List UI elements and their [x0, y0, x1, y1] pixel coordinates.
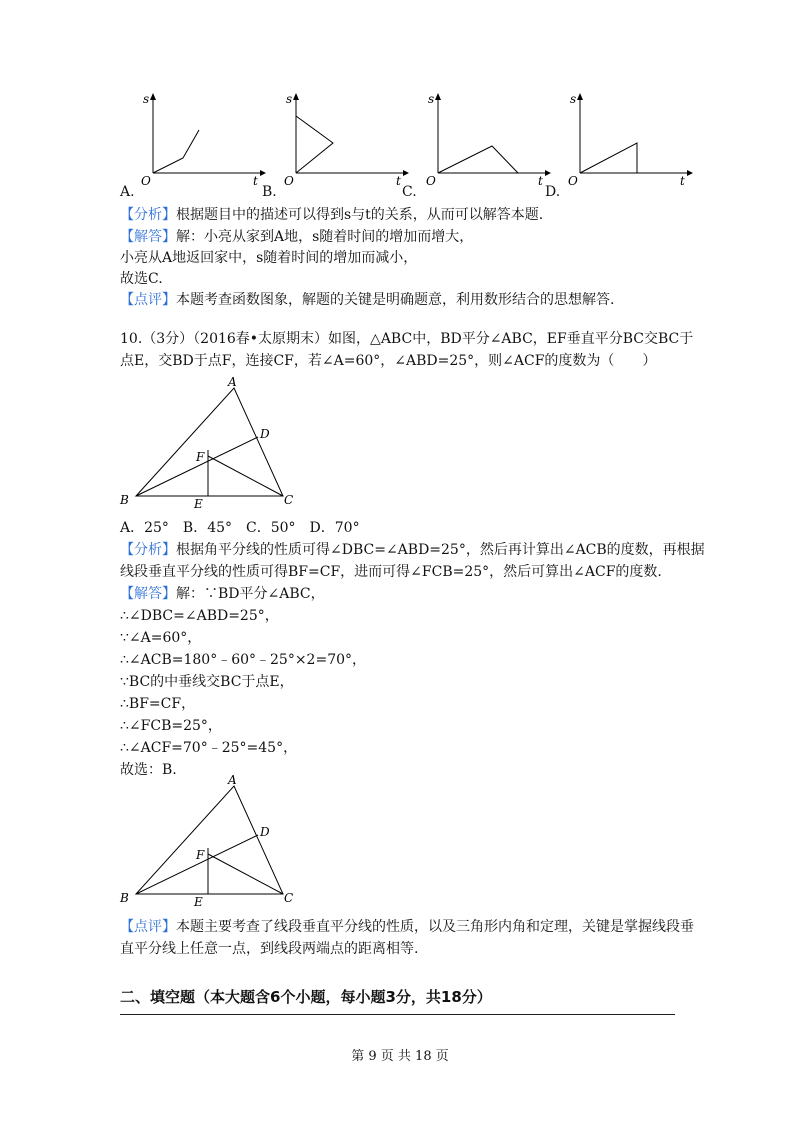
point-d-label: D: [260, 427, 270, 441]
answer-tag: 【解答】: [120, 586, 176, 602]
axis-s-label: s: [286, 92, 293, 106]
answer-line: 解：小亮从家到A地，s随着时间的增加而增大，: [176, 229, 474, 245]
point-e-label: E: [194, 895, 203, 909]
comment-text: 直平分线上任意一点，到线段两端点的距离相等.: [120, 941, 419, 957]
q10-analysis: [120, 541, 705, 559]
comment-text: 本题考查函数图象，解题的关键是明确题意，利用数形结合的思想解答.: [176, 292, 615, 308]
point-c-label: C: [284, 493, 294, 507]
answer-line: ∴∠ACF=70°﹣25°=45°，: [120, 740, 298, 756]
answer-line: ∴BF=CF，: [120, 696, 196, 712]
point-f-label: F: [196, 450, 205, 464]
point-a-label: A: [228, 773, 237, 787]
triangle-figure-solution: [118, 772, 308, 912]
axis-t-label: t: [538, 174, 543, 188]
q10-comment: [120, 918, 694, 936]
option-d-label: D.: [545, 184, 561, 200]
axis-s-label: s: [570, 92, 577, 106]
q10-stem-line: 10.（3分）（2016春•太原期末）如图，△ABC中，BD平分∠ABC，EF垂直平分BC交BC于: [120, 331, 694, 347]
answer-line: ∵BC的中垂线交BC于点E，: [120, 674, 294, 690]
option-a-label: A.: [120, 184, 135, 200]
comment-text: 本题主要考查了线段垂直平分线的性质，以及三角形内角和定理，关键是掌握线段垂: [176, 919, 694, 935]
point-f-label: F: [196, 848, 205, 862]
answer-line: ∴∠DBC=∠ABD=25°，: [120, 608, 279, 624]
origin-label: O: [284, 174, 294, 188]
axis-t-label: t: [396, 174, 401, 188]
axis-t-label: t: [253, 174, 258, 188]
point-c-label: C: [284, 891, 294, 905]
graph-option-a: [135, 88, 285, 193]
divider: [120, 1014, 675, 1015]
answer-tag: 【解答】: [120, 229, 176, 245]
comment-tag: 【点评】: [120, 292, 176, 308]
option-b-label: B.: [262, 184, 277, 200]
axis-t-label: t: [680, 174, 685, 188]
section-title: 二、填空题（本大题含6个小题，每小题3分，共18分）: [120, 988, 492, 1006]
q9-comment: [120, 291, 614, 309]
origin-label: O: [568, 174, 578, 188]
point-d-label: D: [260, 825, 270, 839]
axis-s-label: s: [428, 92, 435, 106]
analysis-text: 线段垂直平分线的性质可得BF=CF，进而可得∠FCB=25°，然后可算出∠ACF的度数.: [120, 564, 662, 580]
graph-option-d: [562, 88, 712, 193]
answer-line: 故选C.: [120, 271, 163, 287]
analysis-text: 根据题目中的描述可以得到s与t的关系，从而可以解答本题.: [176, 207, 544, 223]
q10-answer: [120, 585, 325, 603]
point-e-label: E: [194, 497, 203, 511]
answer-line: ∴∠FCB=25°，: [120, 718, 222, 734]
analysis-tag: 【分析】: [120, 542, 176, 558]
q9-analysis: [120, 206, 543, 224]
page-footer: 第 9 页 共 18 页: [351, 1049, 449, 1064]
triangle-figure: [118, 374, 308, 514]
axis-s-label: s: [143, 92, 150, 106]
point-b-label: B: [120, 891, 129, 905]
answer-line: 解：∵BD平分∠ABC，: [176, 586, 325, 602]
q10-choices: A．25° B．45° C．50° D．70°: [120, 520, 360, 536]
analysis-tag: 【分析】: [120, 207, 176, 223]
answer-line: ∵∠A=60°，: [120, 630, 202, 646]
q10-stem-line: 点E，交BD于点F，连接CF，若∠A=60°，∠ABD=25°，则∠ACF的度数为（ ）: [120, 353, 657, 369]
graph-option-b: [278, 88, 428, 193]
q9-answer: [120, 228, 473, 246]
point-a-label: A: [228, 375, 237, 389]
point-b-label: B: [120, 493, 129, 507]
answer-line: ∴∠ACB=180°﹣60°﹣25°×2=70°，: [120, 652, 367, 668]
answer-line: 故选：B.: [120, 762, 177, 778]
option-c-label: C.: [402, 184, 417, 200]
origin-label: O: [141, 174, 151, 188]
graph-option-c: [420, 88, 570, 193]
answer-line: 小亮从A地返回家中，s随着时间的增加而减小，: [120, 250, 418, 266]
analysis-text: 根据角平分线的性质可得∠DBC=∠ABD=25°，然后再计算出∠ACB的度数，再根据: [176, 542, 705, 558]
comment-tag: 【点评】: [120, 919, 176, 935]
origin-label: O: [426, 174, 436, 188]
